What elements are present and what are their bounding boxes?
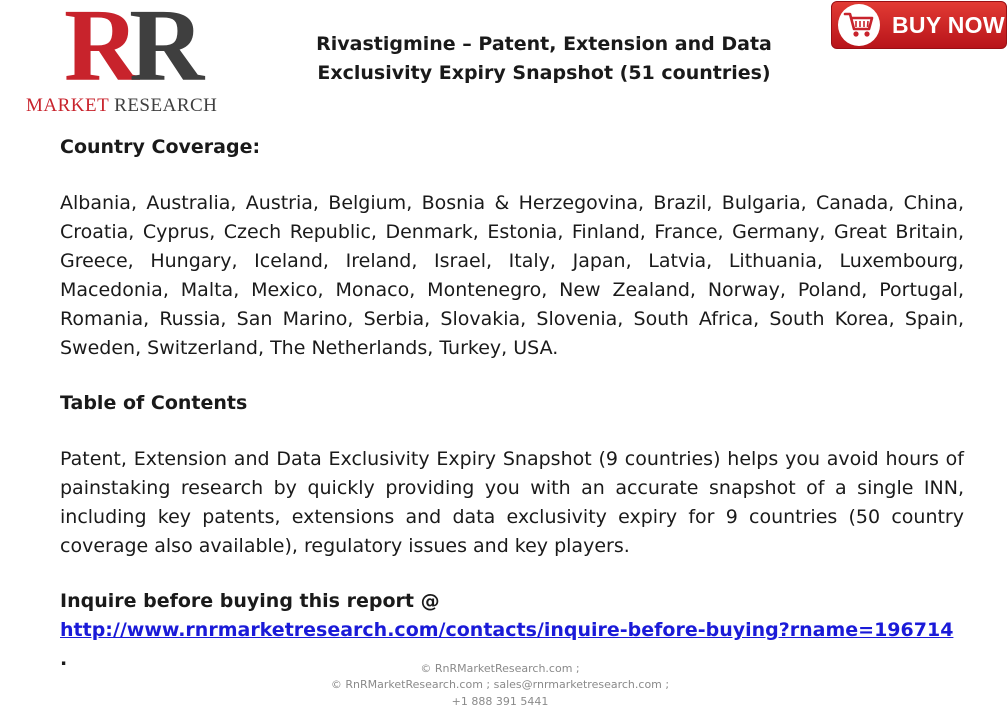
page-title: Rivastigmine – Patent, Extension and Data Exclusivity Expiry Snapshot (51 countries) bbox=[316, 33, 772, 84]
inquire-suffix: . bbox=[60, 648, 68, 670]
country-list: Albania, Australia, Austria, Belgium, Bosnia & Herzegovina, Brazil, Bulgaria, Canada, China, Croatia, Cyprus, Czech Republic, Denmark, Estonia, Finland, France, Germany, Great Britain, Greece, Hungary, Iceland, Ireland, Israel, Italy, Japan, Latvia, Lithuania, Luxembourg, Macedonia, Malta, Mexico, Monaco, Montenegro, New Zealand, Norway, Poland, Portugal, Romania, Russia, San Marino, Serbia, Slovakia, Slovenia, South Africa, South Korea, Spain, Sweden, Switzerland, The Netherlands, Turkey, USA. bbox=[60, 192, 964, 359]
footer-copyright: © RnRMarketResearch.com ; bbox=[420, 662, 580, 675]
footer-phone: +1 888 391 5441 bbox=[451, 695, 549, 708]
inquire-line bbox=[60, 587, 964, 674]
logo-monogram: RR bbox=[64, 0, 195, 103]
shopping-cart-icon bbox=[838, 4, 880, 46]
coverage-heading: Country Coverage: bbox=[60, 136, 261, 158]
main-content bbox=[60, 131, 964, 674]
inquire-link[interactable]: http://www.rnrmarketresearch.com/contacts/inquire-before-buying?rname=196714 bbox=[60, 619, 954, 641]
toc-description: Patent, Extension and Data Exclusivity Expiry Snapshot (9 countries) helps you avoid hours of painstaking research by quickly providing you with an accurate snapshot of a single INN, including key patents, extensions and data exclusivity expiry for 9 countries (50 country coverage also available), regulatory issues and key players. bbox=[60, 448, 964, 557]
buy-now-label: BUY NOW bbox=[892, 11, 1005, 38]
buy-now-button[interactable] bbox=[831, 1, 1007, 49]
inquire-prefix: Inquire before buying this report @ bbox=[60, 590, 440, 612]
logo-wordmark: MARKET RESEARCH bbox=[26, 95, 218, 116]
footer-contact: © RnRMarketResearch.com ; sales@rnrmarketresearch.com ; bbox=[330, 678, 670, 691]
rnr-logo bbox=[24, 0, 256, 122]
toc-heading: Table of Contents bbox=[60, 392, 248, 414]
